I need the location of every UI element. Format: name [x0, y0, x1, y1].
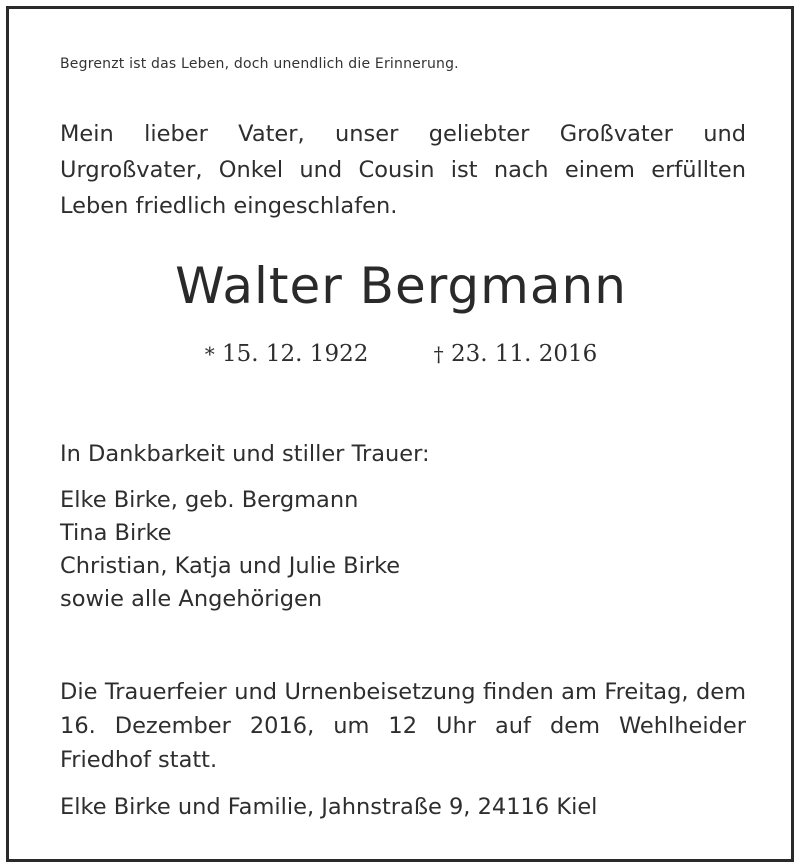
motto: Begrenzt ist das Leben, doch unendlich die Erinnerung.: [60, 56, 459, 72]
family-address: Elke Birke und Familie, Jahnstraße 9, 24116 Kiel: [60, 794, 598, 820]
deceased-name: Walter Bergmann: [175, 257, 627, 315]
death-date: 23. 11. 2016: [450, 341, 598, 367]
obituary-frame: [6, 6, 794, 862]
mourner-line: Tina Birke: [60, 520, 172, 546]
mourner-line: Christian, Katja und Julie Birke: [60, 553, 401, 579]
funeral-notice: Die Trauerfeier und Urnenbeisetzung finden am Freitag, dem 16. Dezember 2016, um 12 Uhr auf dem Wehlheider Friedhof statt.: [60, 679, 746, 773]
death-date-group: [434, 341, 598, 367]
mourners-list: [60, 484, 400, 616]
birth-symbol: *: [204, 342, 215, 366]
birth-date: 15. 12. 1922: [222, 341, 369, 367]
death-symbol: †: [433, 342, 444, 366]
intro-text: Mein lieber Vater, unser geliebter Großvater und Urgroßvater, Onkel und Cousin ist nach einem erfüllten Leben friedlich eingeschlafen.: [60, 121, 746, 219]
mourner-line: Elke Birke, geb. Bergmann: [60, 487, 359, 513]
birth-date-group: [205, 341, 369, 367]
mourner-line: sowie alle Angehörigen: [60, 586, 323, 612]
life-dates: [56, 341, 746, 367]
mourning-heading: In Dankbarkeit und stiller Trauer:: [60, 441, 430, 467]
obituary-content: [56, 9, 746, 859]
